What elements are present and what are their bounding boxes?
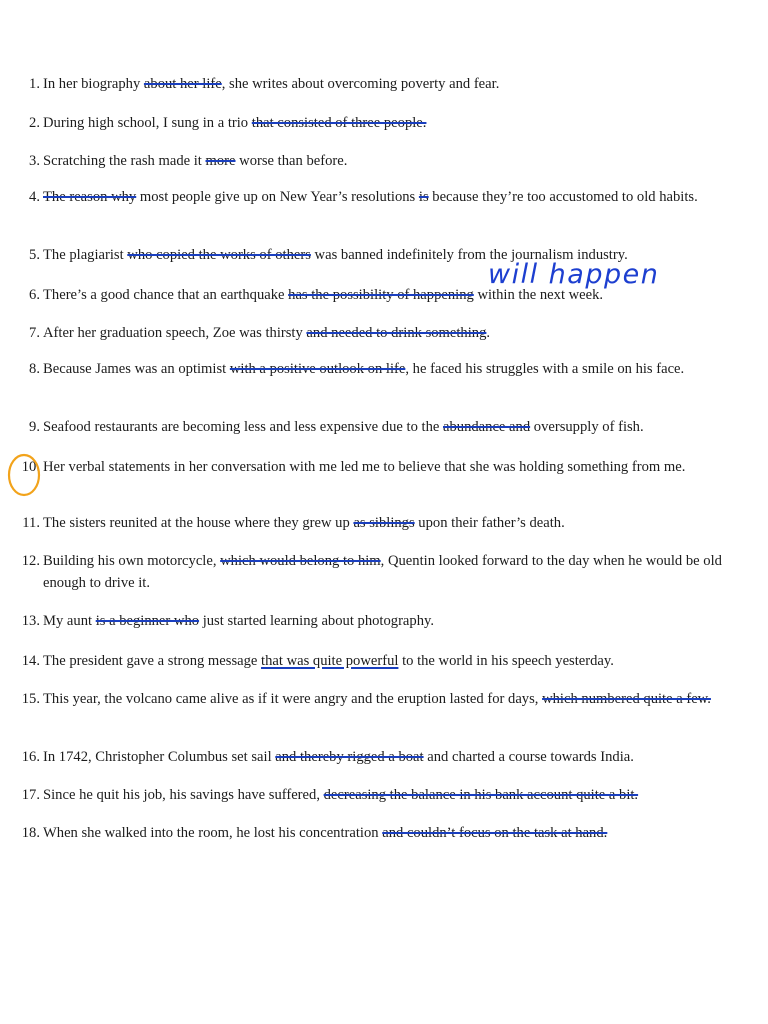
sentence-fragment: Building his own motorcycle,	[43, 553, 221, 569]
sentence-fragment: oversupply of fish.	[530, 419, 644, 435]
sentence-item	[18, 112, 752, 134]
sentence-number: 6.	[29, 287, 40, 303]
sentence-item	[18, 746, 752, 768]
sentence-number: 18.	[21, 825, 40, 841]
marked-phrase: about her life	[143, 76, 222, 92]
sentence-number: 9.	[29, 419, 40, 435]
marked-phrase: as siblings	[353, 515, 415, 531]
sentence-fragment: Since he quit his job, his savings have suffered,	[43, 787, 324, 803]
sentence-item	[18, 322, 752, 344]
sentence-text	[43, 358, 752, 380]
sentence-fragment: After her graduation speech, Zoe was thirsty	[43, 325, 307, 341]
sentence-number: 12.	[21, 553, 40, 569]
sentence-fragment: Because James was an optimist	[43, 361, 230, 377]
sentence-text	[43, 186, 752, 208]
sentence-number: 4.	[29, 189, 40, 205]
sentence-fragment: just started learning about photography.	[199, 613, 434, 629]
sentence-item	[18, 822, 752, 844]
sentence-item	[18, 73, 752, 95]
sentence-fragment: , he faced his struggles with a smile on his face.	[405, 361, 685, 377]
marked-phrase: decreasing the balance in his bank account quite a bit.	[323, 787, 639, 803]
sentence-item	[18, 650, 752, 672]
sentence-item	[18, 784, 752, 806]
sentence-item	[18, 186, 752, 208]
marked-phrase: more	[205, 153, 236, 169]
marked-phrase: which would belong to him	[220, 553, 381, 569]
sentence-fragment: upon their father’s death.	[414, 515, 565, 531]
sentence-text	[43, 73, 752, 95]
sentence-number: 16.	[21, 749, 40, 765]
sentence-text	[43, 456, 752, 478]
sentence-text	[43, 244, 752, 266]
sentence-item	[18, 550, 752, 594]
sentence-fragment: , Quentin looked forward to the day when he would be old enough to drive it.	[43, 553, 722, 591]
sentence-fragment: When she walked into the room, he lost his concentration	[43, 825, 383, 841]
sentence-number: 1.	[29, 76, 40, 92]
marked-phrase: with a positive outlook on life	[229, 361, 406, 377]
sentence-item	[18, 512, 752, 534]
sentence-number: 10.	[21, 459, 40, 475]
sentence-fragment: was banned indefinitely from the journalism industry.	[310, 247, 628, 263]
marked-phrase: is	[418, 189, 429, 205]
sentence-text	[43, 746, 752, 768]
sentence-item	[18, 284, 752, 306]
sentence-item	[18, 416, 752, 438]
sentence-fragment: The sisters reunited at the house where they grew up	[43, 515, 354, 531]
marked-phrase: that consisted of three people.	[251, 115, 427, 131]
sentence-item	[18, 456, 752, 478]
sentence-text	[43, 550, 752, 594]
sentence-fragment: There’s a good chance that an earthquake	[43, 287, 289, 303]
marked-phrase: which numbered quite a few.	[542, 691, 711, 707]
sentence-number: 11.	[22, 515, 40, 531]
sentence-fragment: Seafood restaurants are becoming less and less expensive due to the	[43, 419, 443, 435]
sentence-item	[18, 150, 752, 172]
sentence-text	[43, 322, 752, 344]
sentence-fragment: This year, the volcano came alive as if it were angry and the eruption lasted for days,	[43, 691, 543, 707]
marked-phrase: who copied the works of others	[127, 247, 311, 263]
marked-phrase: has the possibility of happening	[288, 287, 474, 303]
sentence-fragment: The president gave a strong message	[43, 653, 262, 669]
sentence-number: 7.	[29, 325, 40, 341]
sentence-text	[43, 416, 752, 438]
sentence-fragment: The plagiarist	[43, 247, 128, 263]
sentence-fragment: During high school, I sung in a trio	[43, 115, 252, 131]
sentence-text	[43, 688, 752, 710]
sentence-number: 8.	[29, 361, 40, 377]
sentence-number: 15.	[21, 691, 40, 707]
sentence-text	[43, 512, 752, 534]
sentence-number: 5.	[29, 247, 40, 263]
sentence-fragment: My aunt	[43, 613, 96, 629]
sentence-number: 13.	[21, 613, 40, 629]
sentence-fragment: , she writes about overcoming poverty and fear.	[221, 76, 500, 92]
sentence-text	[43, 650, 752, 672]
sentence-fragment: to the world in his speech yesterday.	[398, 653, 614, 669]
sentence-fragment: worse than before.	[235, 153, 348, 169]
sentence-item	[18, 688, 752, 710]
sentence-text	[43, 784, 752, 806]
sentence-fragment: most people give up on New Year’s resolutions	[136, 189, 419, 205]
marked-phrase: and needed to drink something	[306, 325, 487, 341]
sentence-item	[18, 610, 752, 632]
sentence-number: 14.	[21, 653, 40, 669]
sentence-text	[43, 150, 752, 172]
marked-phrase: and couldn’t focus on the task at hand.	[382, 825, 608, 841]
sentence-text	[43, 284, 752, 306]
sentence-fragment: Her verbal statements in her conversation with me led me to believe that she was holding something from me.	[43, 459, 686, 475]
sentence-fragment: and charted a course towards India.	[423, 749, 634, 765]
sentence-number: 17.	[21, 787, 40, 803]
marked-phrase: abundance and	[443, 419, 531, 435]
sentence-item	[18, 358, 752, 380]
marked-phrase: that was quite powerful	[261, 653, 399, 669]
sentence-number: 3.	[29, 153, 40, 169]
sentence-number: 2.	[29, 115, 40, 131]
handwritten-correction-note: will happen	[488, 259, 660, 290]
sentence-fragment: Scratching the rash made it	[43, 153, 206, 169]
sentence-fragment: within the next week.	[473, 287, 604, 303]
marked-phrase: is a beginner who	[95, 613, 200, 629]
sentence-fragment: In her biography	[43, 76, 144, 92]
marked-phrase: The reason why	[43, 189, 137, 205]
sentence-fragment: .	[486, 325, 491, 341]
marked-phrase: and thereby rigged a boat	[275, 749, 424, 765]
sentence-text	[43, 610, 752, 632]
sentence-text	[43, 112, 752, 134]
sentence-text	[43, 822, 752, 844]
sentence-fragment: because they’re too accustomed to old habits.	[428, 189, 698, 205]
sentence-item	[18, 244, 752, 266]
sentence-fragment: In 1742, Christopher Columbus set sail	[43, 749, 276, 765]
